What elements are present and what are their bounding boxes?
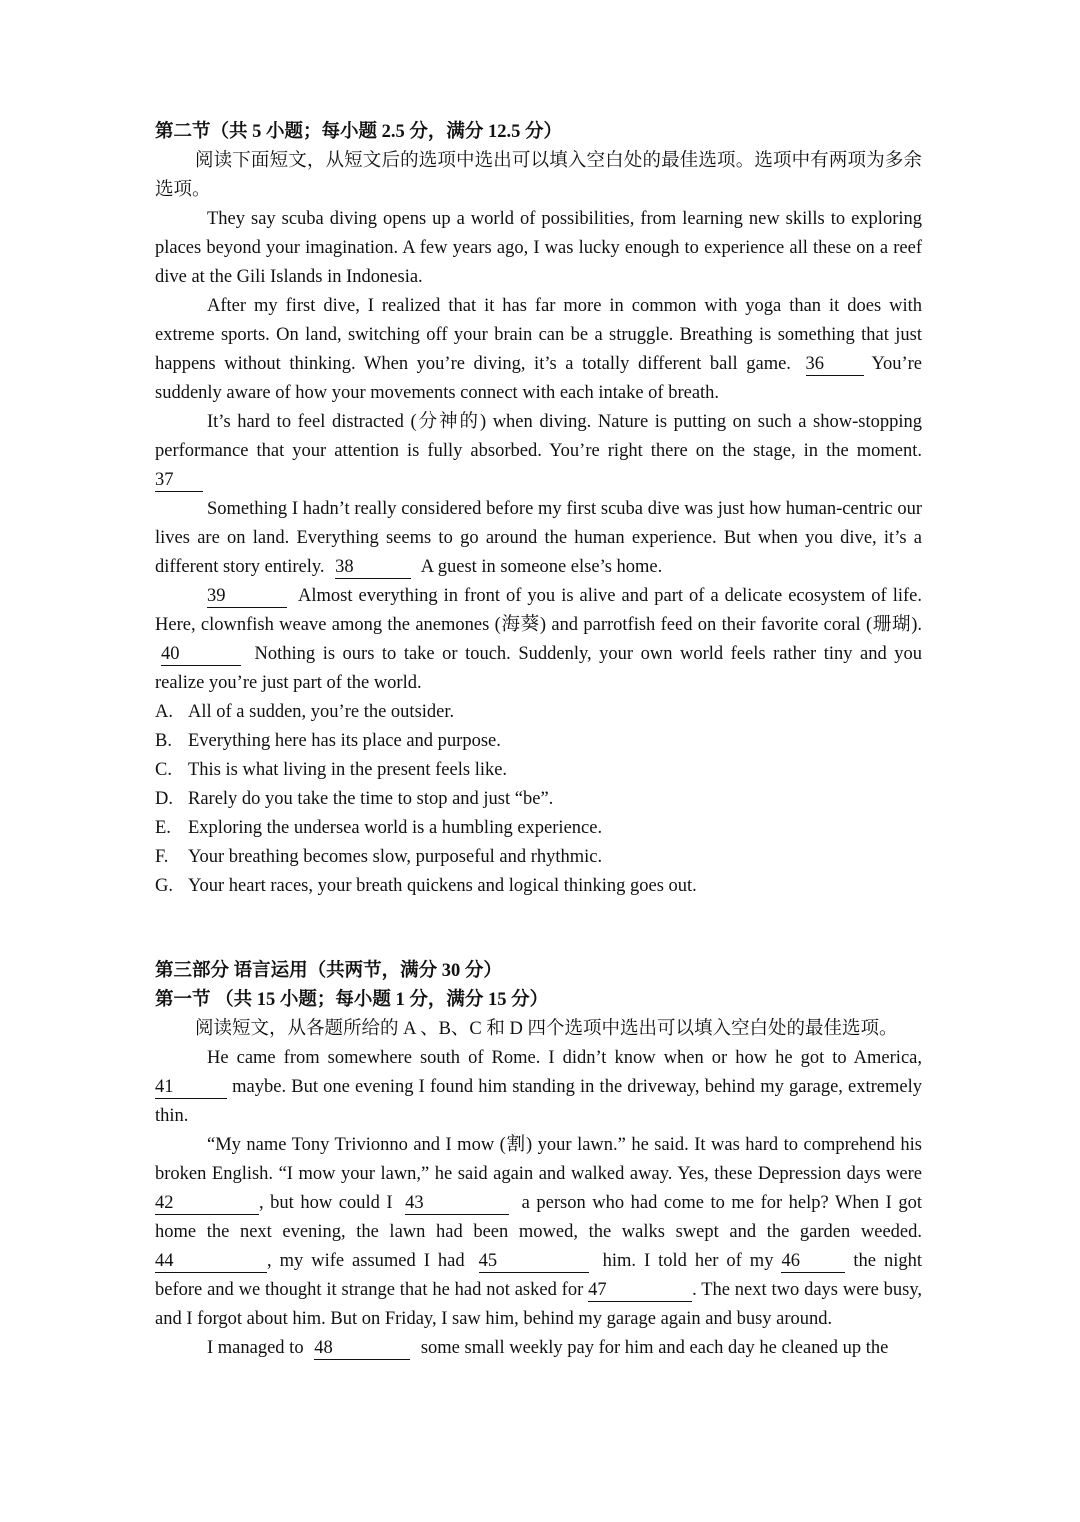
option-text: Everything here has its place and purpose. — [188, 731, 501, 751]
passage-text: I managed to — [207, 1338, 304, 1358]
option-letter: D. — [155, 789, 173, 809]
passage-text: A guest in someone else’s home. — [420, 557, 663, 577]
passage-text: a person who had come to me for help? When I got home the next evening, the lawn had been mowed, the walks swept and the garden weeded. — [155, 1193, 923, 1242]
option-letter: F. — [155, 847, 169, 867]
passage-text: some small weekly pay for him and each day he cleaned up the — [420, 1338, 889, 1358]
blank-45[interactable]: 45 — [479, 1250, 589, 1273]
passage-text: They say scuba diving opens up a world of possibilities, from learning new skills to exploring places beyond your imagination. A few years ago, I was lucky enough to experience all these on a reef dive at the Gili Islands in Indonesia. — [155, 209, 922, 287]
passage-text: , my wife assumed I had — [267, 1251, 465, 1271]
passage-paragraph-4 — [155, 495, 922, 582]
part3-instruction: 阅读短文，从各题所给的 A 、B、C 和 D 四个选项中选出可以填入空白处的最佳选项。 — [195, 1019, 898, 1039]
passage-text: Almost everything in front of you is alive and part of a delicate ecosystem of life. Here, clownfish weave among the anemones (海葵) and parrotfish feed on their favorite coral (珊瑚). — [155, 586, 922, 635]
blank-39[interactable]: 39 — [207, 585, 287, 608]
blank-40[interactable]: 40 — [161, 643, 241, 666]
option-text: Your breathing becomes slow, purposeful and rhythmic. — [188, 847, 603, 867]
cloze-paragraph-2 — [155, 1131, 922, 1334]
passage-paragraph-1 — [155, 205, 922, 292]
passage-text: After my first dive, I realized that it has far more in common with yoga than it does with extreme sports. On land, switching off your brain can be a struggle. Breathing is something that just happens without thinking. When you’re diving, it’s a totally different ball game. — [155, 296, 922, 374]
section-spacer — [155, 901, 922, 957]
passage-paragraph-3 — [155, 408, 922, 495]
section2-instruction: 阅读下面短文，从短文后的选项中选出可以填入空白处的最佳选项。选项中有两项为多余选项。 — [155, 151, 922, 200]
option-text: Exploring the undersea world is a humbling experience. — [188, 818, 603, 838]
option-text: This is what living in the present feels like. — [188, 760, 508, 780]
option-text: Your heart races, your breath quickens and logical thinking goes out. — [188, 876, 697, 896]
option-b[interactable] — [155, 727, 922, 756]
blank-43[interactable]: 43 — [405, 1192, 509, 1215]
blank-36[interactable]: 36 — [806, 353, 864, 376]
passage-paragraph-5 — [155, 582, 922, 698]
passage-text: Nothing is ours to take or touch. Suddenly, your own world feels rather tiny and you realize you’re just part of the world. — [155, 644, 923, 693]
passage-text: It’s hard to feel distracted (分神的) when diving. Nature is putting on such a show-stopping performance that your attention is fully absorbed. You’re right there on the stage, in the moment. — [155, 412, 922, 461]
passage-text: You’re suddenly aware of how your movements connect with each intake of breath. — [155, 354, 922, 403]
cloze-paragraph-3 — [155, 1334, 922, 1363]
option-c[interactable] — [155, 756, 922, 785]
passage-text: maybe. But one evening I found him standing in the driveway, behind my garage, extremely thin. — [155, 1077, 923, 1126]
options-list — [155, 698, 922, 901]
passage-text: He came from somewhere south of Rome. I didn’t know when or how he got to America, — [207, 1048, 922, 1068]
passage-text: . The next two days were busy, and I forgot about him. But on Friday, I saw him, behind my garage again and busy around. — [155, 1280, 922, 1329]
part3-sub-heading: 第一节 （共 15 小题；每小题 1 分，满分 15 分） — [155, 990, 549, 1010]
blank-48[interactable]: 48 — [314, 1337, 410, 1360]
part3-heading: 第三部分 语言运用（共两节，满分 30 分） — [155, 961, 502, 981]
option-d[interactable] — [155, 785, 922, 814]
option-text: Rarely do you take the time to stop and just “be”. — [188, 789, 554, 809]
option-letter: C. — [155, 760, 172, 780]
blank-38[interactable]: 38 — [335, 556, 411, 579]
option-letter: B. — [155, 731, 172, 751]
option-letter: A. — [155, 702, 173, 722]
passage-text: him. I told her of my — [602, 1251, 774, 1271]
section2-heading: 第二节（共 5 小题；每小题 2.5 分，满分 12.5 分） — [155, 122, 563, 142]
passage-paragraph-2 — [155, 292, 922, 408]
option-g[interactable] — [155, 872, 922, 901]
option-letter: G. — [155, 876, 173, 896]
passage-text: “My name Tony Trivionno and I mow (割) your lawn.” he said. It was hard to comprehend his broken English. “I mow your lawn,” he said again and walked away. Yes, these Depression days were — [155, 1135, 922, 1184]
blank-47[interactable]: 47 — [588, 1279, 692, 1302]
option-letter: E. — [155, 818, 171, 838]
document-content — [155, 118, 922, 1363]
blank-44[interactable]: 44 — [155, 1250, 267, 1273]
option-e[interactable] — [155, 814, 922, 843]
cloze-paragraph-1 — [155, 1044, 922, 1131]
blank-46[interactable]: 46 — [781, 1250, 845, 1273]
option-text: All of a sudden, you’re the outsider. — [188, 702, 455, 722]
passage-text: Something I hadn’t really considered before my first scuba dive was just how human-centric our lives are on land. Everything seems to go around the human experience. But when you dive, it’s a different story entirely. — [155, 499, 922, 577]
option-a[interactable] — [155, 698, 922, 727]
blank-37[interactable]: 37 — [155, 469, 203, 492]
passage-text: the night before and we thought it strange that he had not asked for — [155, 1251, 923, 1300]
passage-text: , but how could I — [259, 1193, 393, 1213]
option-f[interactable] — [155, 843, 922, 872]
blank-42[interactable]: 42 — [155, 1192, 259, 1215]
blank-41[interactable]: 41 — [155, 1076, 227, 1099]
